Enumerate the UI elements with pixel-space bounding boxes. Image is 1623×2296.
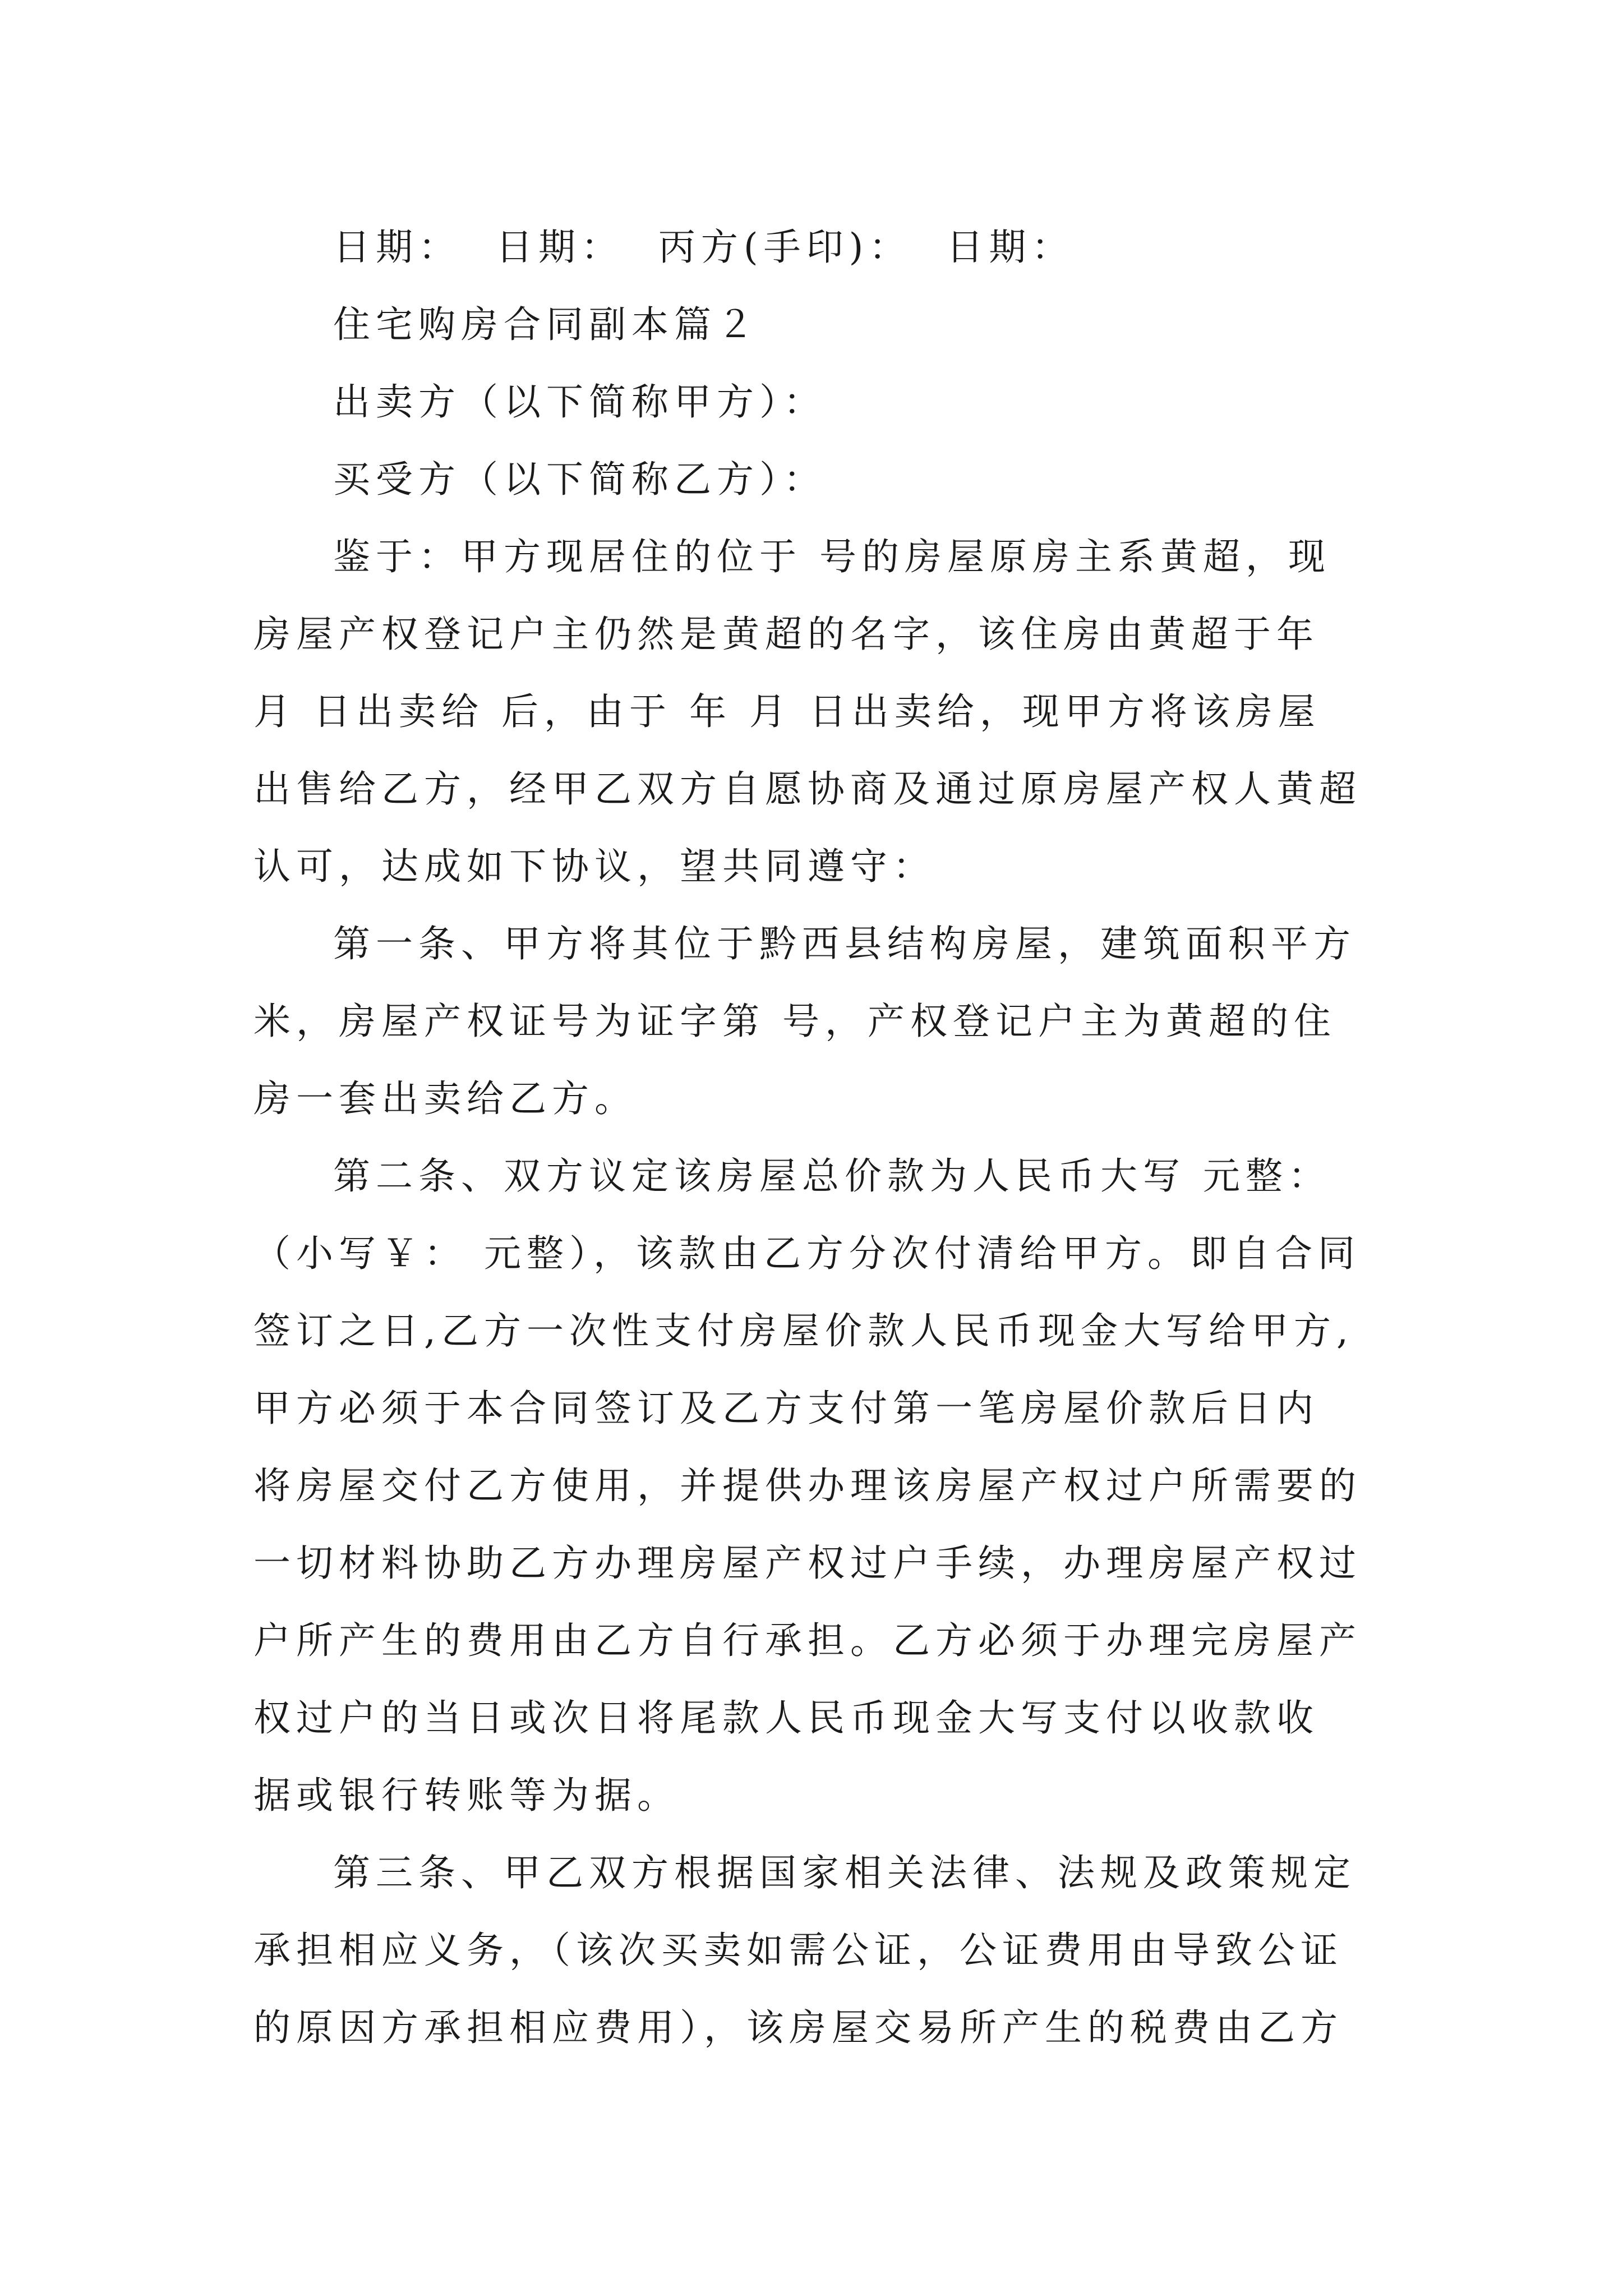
paragraph-line: 的原因方承担相应费用），该房屋交易所产生的税费由乙方 bbox=[253, 2006, 1343, 2049]
document-body bbox=[253, 209, 1377, 2067]
article-3-paragraph bbox=[253, 1834, 1377, 2067]
paragraph-line: 房一套出卖给乙方。 bbox=[253, 1077, 637, 1120]
seller-line: 出卖方（以下简称甲方）： bbox=[333, 380, 826, 424]
paragraph-line: （小写￥： 元整），该款由乙方分次付清给甲方。即自合同 bbox=[253, 1232, 1361, 1275]
paragraph-line: 将房屋交付乙方使用，并提供办理该房屋产权过户所需要的 bbox=[253, 1464, 1362, 1507]
paragraph-line: 签订之日,乙方一次性支付房屋价款人民币现金大写给甲方, bbox=[253, 1309, 1354, 1352]
paragraph-line: 甲方必须于本合同签订及乙方支付第一笔房屋价款后日内 bbox=[253, 1387, 1319, 1430]
paragraph-line: 第三条、甲乙双方根据国家相关法律、法规及政策规定 bbox=[333, 1851, 1356, 1894]
article-2-paragraph bbox=[253, 1138, 1377, 1834]
paragraph-line: 第一条、甲方将其位于黔西县结构房屋，建筑面积平方 bbox=[333, 922, 1356, 965]
signature-date-line: 日期： 日期： 丙方(手印)： 日期： bbox=[333, 226, 1075, 269]
paragraph-line: 认可，达成如下协议，望共同遵守： bbox=[253, 845, 935, 888]
article-1-paragraph bbox=[253, 905, 1377, 1138]
paragraph-line: 房屋产权登记户主仍然是黄超的名字，该住房由黄超于年 bbox=[253, 613, 1319, 656]
paragraph-line: 出售给乙方，经甲乙双方自愿协商及通过原房屋产权人黄超 bbox=[253, 767, 1362, 811]
paragraph-line: 据或银行转账等为据。 bbox=[253, 1774, 680, 1817]
paragraph-line: 权过户的当日或次日将尾款人民币现金大写支付以收款收 bbox=[253, 1696, 1319, 1740]
paragraph-line: 月 日出卖给 后，由于 年 月 日出卖给，现甲方将该房屋 bbox=[253, 690, 1321, 733]
paragraph-line: 第二条、双方议定该房屋总价款为人民币大写 元整： bbox=[333, 1154, 1331, 1198]
document-heading: 住宅购房合同副本篇２ bbox=[333, 303, 759, 346]
paragraph-line: 米，房屋产权证号为证字第 号，产权登记户主为黄超的住 bbox=[253, 1000, 1336, 1043]
paragraph-line: 鉴于：甲方现居住的位于 号的房屋原房主系黄超，现 bbox=[333, 535, 1331, 578]
paragraph-line: 一切材料协助乙方办理房屋产权过户手续，办理房屋产权过 bbox=[253, 1542, 1362, 1585]
buyer-line: 买受方（以下简称乙方）： bbox=[333, 458, 826, 501]
paragraph-line: 户所产生的费用由乙方自行承担。乙方必须于办理完房屋产 bbox=[253, 1619, 1362, 1662]
paragraph-line: 承担相应义务，（该次买卖如需公证，公证费用由导致公证 bbox=[253, 1929, 1343, 1972]
preamble-paragraph bbox=[253, 518, 1377, 905]
